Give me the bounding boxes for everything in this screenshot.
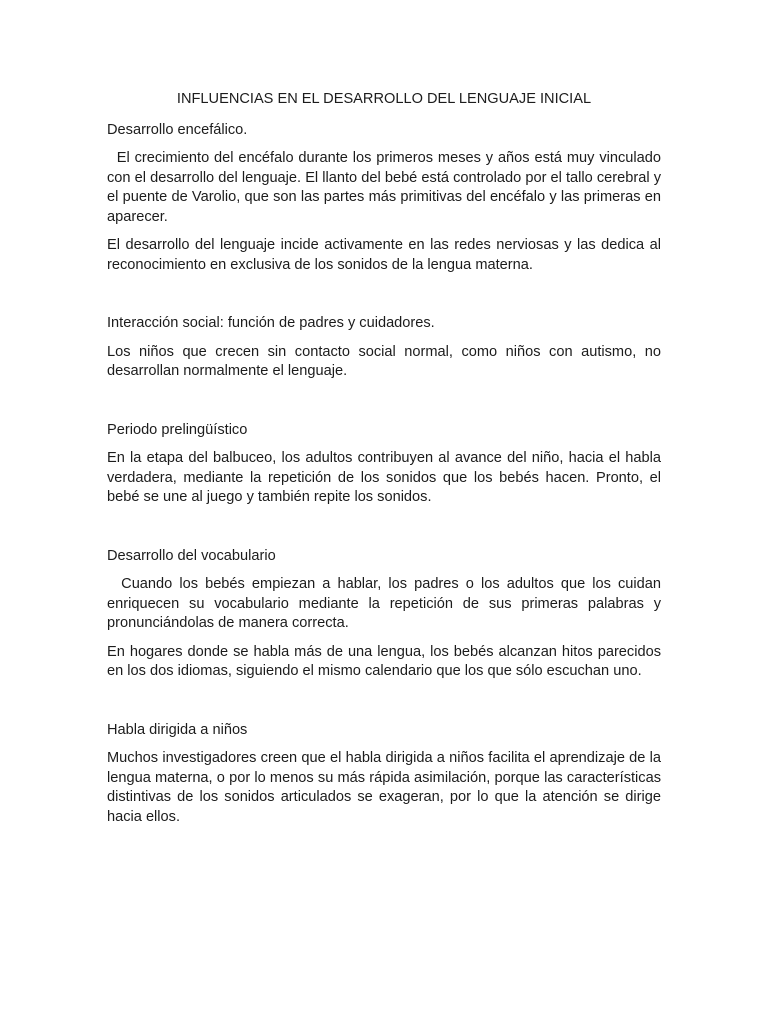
spacer xyxy=(107,691,661,721)
spacer xyxy=(107,284,661,314)
section-heading: Desarrollo del vocabulario xyxy=(107,547,276,564)
section-heading: Desarrollo encefálico. xyxy=(107,121,248,138)
section-heading: Periodo prelingüístico xyxy=(107,421,248,438)
section-habla-dirigida xyxy=(107,721,661,828)
section-desarrollo-encefalico xyxy=(107,121,661,276)
section-paragraph: En la etapa del balbuceo, los adultos contribuyen al avance del niño, hacia el habla verdadera, mediante la repetición de los sonidos que los bebés hacen. Pronto, el bebé se une al juego y también repite los sonidos. xyxy=(107,450,661,505)
section-heading: Interacción social: función de padres y cuidadores. xyxy=(107,315,435,331)
section-desarrollo-vocabulario xyxy=(107,547,661,682)
section-paragraph: Cuando los bebés empiezan a hablar, los padres o los adultos que los cuidan enriquecen su vocabulario mediante la repetición de sus primeras palabras y pronunciándolas de manera correcta. xyxy=(107,576,661,631)
section-paragraph: En hogares donde se habla más de una lengua, los bebés alcanzan hitos parecidos en los dos idiomas, siguiendo el mismo calendario que los que sólo escuchan uno. xyxy=(107,643,661,679)
spacer xyxy=(107,391,661,421)
section-paragraph: Muchos investigadores creen que el habla dirigida a niños facilita el aprendizaje de la lengua materna, o por lo menos su más rápida asimilación, porque las características distintivas de los sonidos articulados se exageran, por lo que la atención se dirige hacia ellos. xyxy=(107,750,661,825)
section-heading: Habla dirigida a niños xyxy=(107,721,248,738)
section-interaccion-social xyxy=(107,314,661,382)
section-periodo-prelinguistico xyxy=(107,421,661,508)
section-paragraph: El desarrollo del lenguaje incide activamente en las redes nerviosas y las dedica al reconocimiento en exclusiva de los sonidos de la lengua materna. xyxy=(107,237,661,273)
section-paragraph: Los niños que crecen sin contacto social normal, como niños con autismo, no desarrollan normalmente el lenguaje. xyxy=(107,343,661,379)
section-paragraph: El crecimiento del encéfalo durante los primeros meses y años está muy vinculado con el desarrollo del lenguaje. El llanto del bebé está controlado por el tallo cerebral y el puente de Varolio, que son las partes más primitivas del encéfalo y las primeras en aparecer. xyxy=(107,150,661,225)
document-title: INFLUENCIAS EN EL DESARROLLO DEL LENGUAJE INICIAL xyxy=(176,91,592,107)
spacer xyxy=(107,517,661,547)
